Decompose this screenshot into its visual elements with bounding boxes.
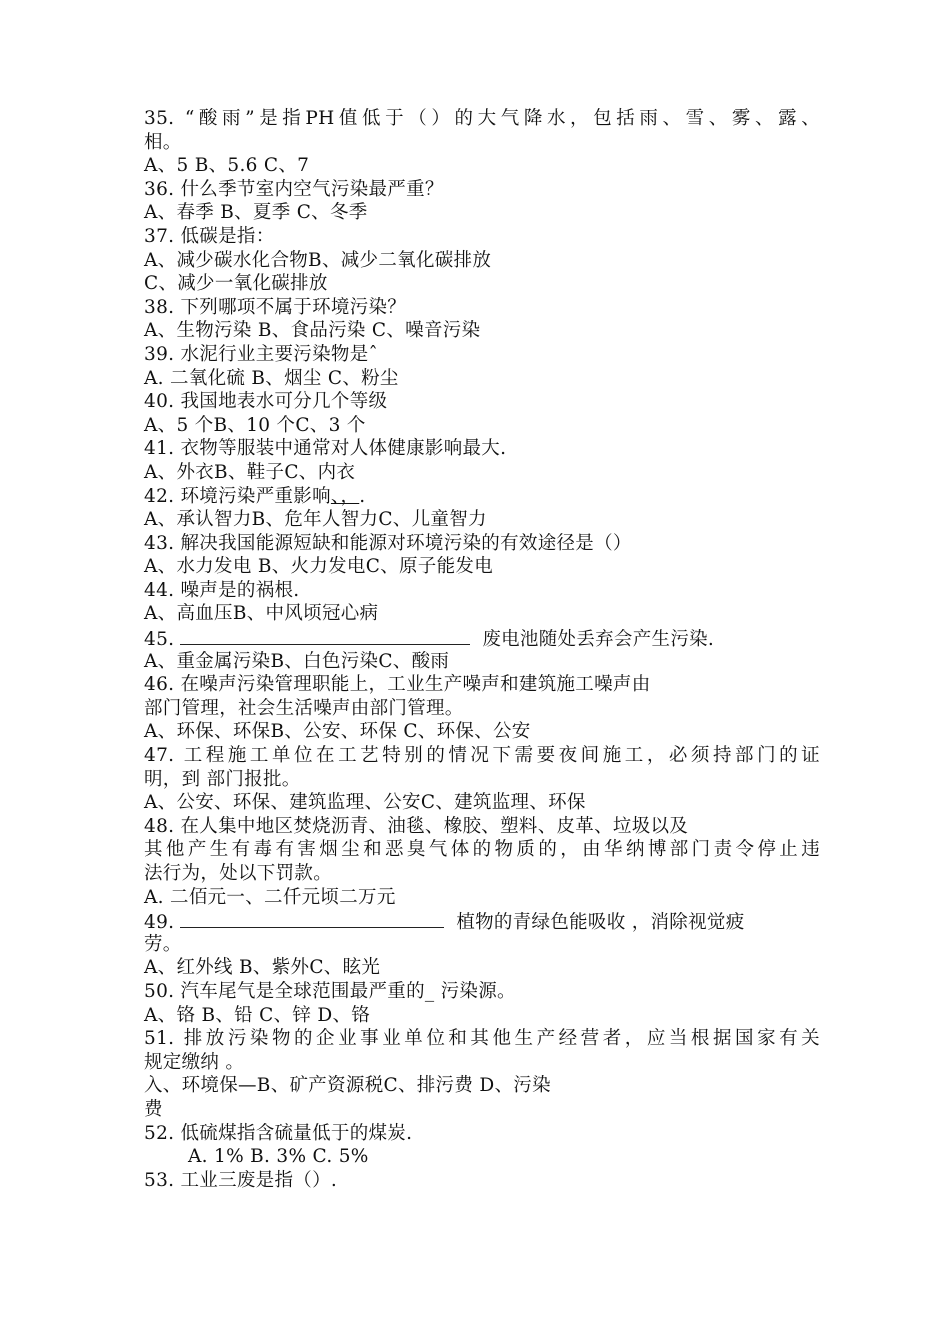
q45-stem: 废电池随处丢弃会产生污染. [482, 629, 715, 651]
q38-options: A、生物污染 B、食品污染 C、噪音污染 [144, 320, 481, 342]
q51-text: 51. 排放污染物的企业事业单位和其他生产经营者，应当根据国家有关 [144, 1028, 820, 1050]
q52-options: A. 1% B. 3% C. 5% [188, 1146, 369, 1168]
q49-number: 49. [144, 912, 175, 934]
q47-options: A、公安、环保、建筑监理、公安C、建筑监理、环保 [144, 792, 586, 814]
q46-text-cont: 部门管理，社会生活噪声由部门管理。 [144, 697, 464, 719]
q49-text [144, 909, 824, 933]
q51-text-cont: 规定缴纳 。 [144, 1051, 245, 1073]
q48-text: 48. 在人集中地区焚烧沥青、油毯、橡胶、塑料、皮革、垃圾以及 [144, 815, 689, 837]
q45-number: 45. [144, 629, 175, 651]
q37-options-cont: C、减少一氧化碳排放 [144, 273, 328, 295]
q36-options: A、春季 B、夏季 C、冬季 [144, 202, 368, 224]
q51-options-cont: 费 [144, 1098, 163, 1120]
q48-options: A. 二佰元一、二仟元顷二万元 [144, 886, 396, 908]
q49-answer-blank [180, 909, 444, 928]
q50-options: A、铬 B、铅 C、锌 D、铬 [144, 1004, 371, 1026]
q39-text: 39. 水泥行业主要污染物是ˆ [144, 343, 379, 365]
q46-text: 46. 在噪声污染管理职能上，工业生产噪声和建筑施工噪声由 [144, 674, 651, 696]
q49-text-cont: 劳。 [144, 933, 182, 955]
q51-options: 入、环境保—B、矿产资源税C、排污费 D、污染 [144, 1075, 551, 1097]
q41-options: A、外衣B、鞋子C、内衣 [144, 461, 356, 483]
q44-options: A、高血压B、中风顷冠心病 [144, 603, 379, 625]
q43-text: 43. 解决我国能源短缺和能源对环境污染的有效途径是（） [144, 532, 632, 554]
q41-text: 41. 衣物等服装中通常对人体健康影响最大. [144, 438, 507, 460]
q36-text: 36. 什么季节室内空气污染最严重？ [144, 178, 444, 200]
q45-answer-blank [180, 626, 470, 645]
q48-text-cont: 其他产生有毒有害烟尘和恶臭气体的物质的，由华纳博部门责令停止违 [144, 839, 820, 861]
q42-underlined-blank: 、， [330, 485, 360, 507]
q42-period: . [359, 485, 366, 507]
q45-options: A、重金属污染B、白色污染C、酸雨 [144, 650, 450, 672]
q43-options: A、水力发电 B、火力发电C、原子能发电 [144, 556, 493, 578]
q42-stem: 42. 环境污染严重影响 [144, 485, 331, 507]
q47-text: 47. 工程施工单位在工艺特别的情况下需要夜间施工，必须持部门的证 [144, 745, 820, 767]
q48-text-cont2: 法行为，处以下罚款。 [144, 863, 333, 884]
q38-text: 38. 下列哪项不属于环境污染？ [144, 296, 407, 318]
q46-options: A、环保、环保B、公安、环保 C、环保、公安 [144, 721, 531, 743]
q35-text-cont: 相。 [144, 131, 182, 153]
q35-text: 35. “酸雨”是指PH值低于（）的大气降水，包括雨、雪、雾、露、 [144, 108, 820, 129]
q40-text: 40. 我国地表水可分几个等级 [144, 391, 388, 413]
q44-text: 44. 噪声是的祸根. [144, 579, 300, 601]
question-list [144, 107, 824, 1192]
q42-options: A、承认智力B、危年人智力C、儿童智力 [144, 509, 487, 531]
q45-text [144, 626, 824, 650]
q39-options: A. 二氧化硫 B、烟尘 C、粉尘 [144, 367, 399, 389]
q35-options: A、5 B、5.6 C、7 [144, 155, 310, 177]
q47-text-cont: 明，到 部门报批。 [144, 768, 301, 790]
q52-text: 52. 低硫煤指含硫量低于的煤炭. [144, 1122, 413, 1144]
q42-text [144, 485, 824, 509]
q50-text: 50. 汽车尾气是全球范围最严重的_ 污染源。 [144, 980, 516, 1002]
q40-options: A、5 个B、10 个C、3 个 [144, 414, 366, 436]
q37-text: 37. 低碳是指： [144, 225, 275, 247]
q37-options: A、减少碳水化合物B、减少二氧化碳排放 [144, 249, 492, 271]
q49-options: A、红外线 B、紫外C、眩光 [144, 957, 381, 979]
q53-text: 53. 工业三废是指（）. [144, 1169, 338, 1191]
q49-stem: 植物的青绿色能吸收 ，消除视觉疲 [456, 912, 745, 934]
